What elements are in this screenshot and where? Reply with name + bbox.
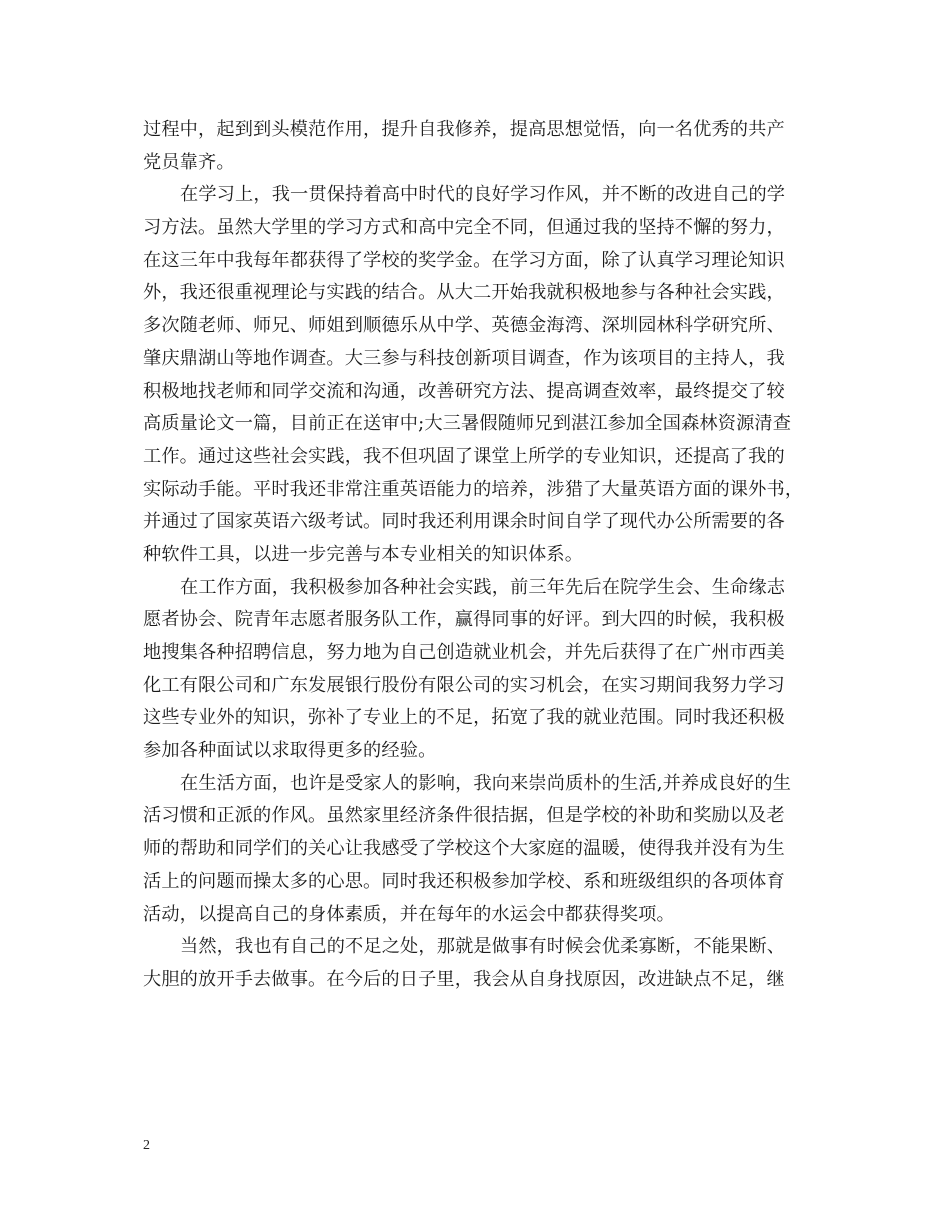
text-line: 外，我还很重视理论与实践的结合。从大二开始我就积极地参与各种社会实践，	[143, 282, 785, 304]
text-line: 这些专业外的知识，弥补了专业上的不足，拓宽了我的就业范围。同时我还积极	[143, 707, 785, 729]
text-line: 化工有限公司和广东发展银行股份有限公司的实习机会，在实习期间我努力学习	[143, 674, 785, 696]
text-line: 地搜集各种招聘信息，努力地为自己创造就业机会，并先后获得了在广州市西美	[143, 642, 785, 663]
text-line: 种软件工具，以进一步完善与本专业相关的知识体系。	[143, 543, 584, 565]
paragraph-start-line: 在生活方面，也许是受家人的影响，我向来崇尚质朴的生活,并养成良好的生	[180, 772, 792, 794]
text-line: 党员靠齐。	[143, 151, 235, 173]
text-line: 活习惯和正派的作风。虽然家里经济条件很拮据，但是学校的补助和奖励以及老	[143, 805, 785, 827]
text-line: 并通过了国家英语六级考试。同时我还利用课余时间自学了现代办公所需要的各	[143, 511, 785, 533]
text-line: 肇庆鼎湖山等地作调查。大三参与科技创新项目调查，作为该项目的主持人，我	[143, 347, 785, 369]
document-body	[143, 114, 811, 997]
paragraph-start-line: 在学习上，我一贯保持着高中时代的良好学习作风，并不断的改进自己的学	[180, 184, 786, 206]
text-line: 大胆的放开手去做事。在今后的日子里，我会从自身找原因，改进缺点不足，继	[143, 968, 785, 990]
text-line: 工作。通过这些社会实践，我不但巩固了课堂上所学的专业知识，还提高了我的	[143, 445, 785, 467]
text-line: 参加各种面试以求取得更多的经验。	[143, 740, 437, 762]
text-line: 积极地找老师和同学交流和沟通，改善研究方法、提高调查效率，最终提交了较	[143, 380, 785, 402]
page-number: 2	[143, 1138, 150, 1153]
text-line: 活动，以提高自己的身体素质，并在每年的水运会中都获得奖项。	[143, 903, 675, 925]
text-line: 过程中，起到到头模范作用，提升自我修养，提高思想觉悟，向一名优秀的共产	[143, 119, 785, 140]
text-line: 愿者协会、院青年志愿者服务队工作，赢得同事的好评。到大四的时候，我积极	[143, 609, 785, 631]
text-line: 习方法。虽然大学里的学习方式和高中完全不同，但通过我的坚持不懈的努力，	[143, 217, 785, 239]
text-line: 活上的问题而操太多的心思。同时我还积极参加学校、系和班级组织的各项体育	[143, 870, 785, 892]
text-line: 在这三年中我每年都获得了学校的奖学金。在学习方面，除了认真学习理论知识	[143, 249, 785, 271]
text-line: 师的帮助和同学们的关心让我感受了学校这个大家庭的温暖，使得我并没有为生	[143, 838, 785, 860]
paragraph-start-line: 在工作方面，我积极参加各种社会实践，前三年先后在院学生会、生命缘志	[180, 576, 786, 598]
text-line: 实际动手能。平时我还非常注重英语能力的培养，涉猎了大量英语方面的课外书，	[143, 478, 804, 500]
text-line: 高质量论文一篇，目前正在送审中;大三暑假随师兄到湛江参加全国森林资源清查	[143, 413, 792, 435]
text-line: 多次随老师、师兄、师姐到顺德乐从中学、英德金海湾、深圳园林科学研究所、	[143, 315, 785, 337]
paragraph-start-line: 当然，我也有自己的不足之处，那就是做事有时候会优柔寡断，不能果断、	[180, 936, 786, 958]
